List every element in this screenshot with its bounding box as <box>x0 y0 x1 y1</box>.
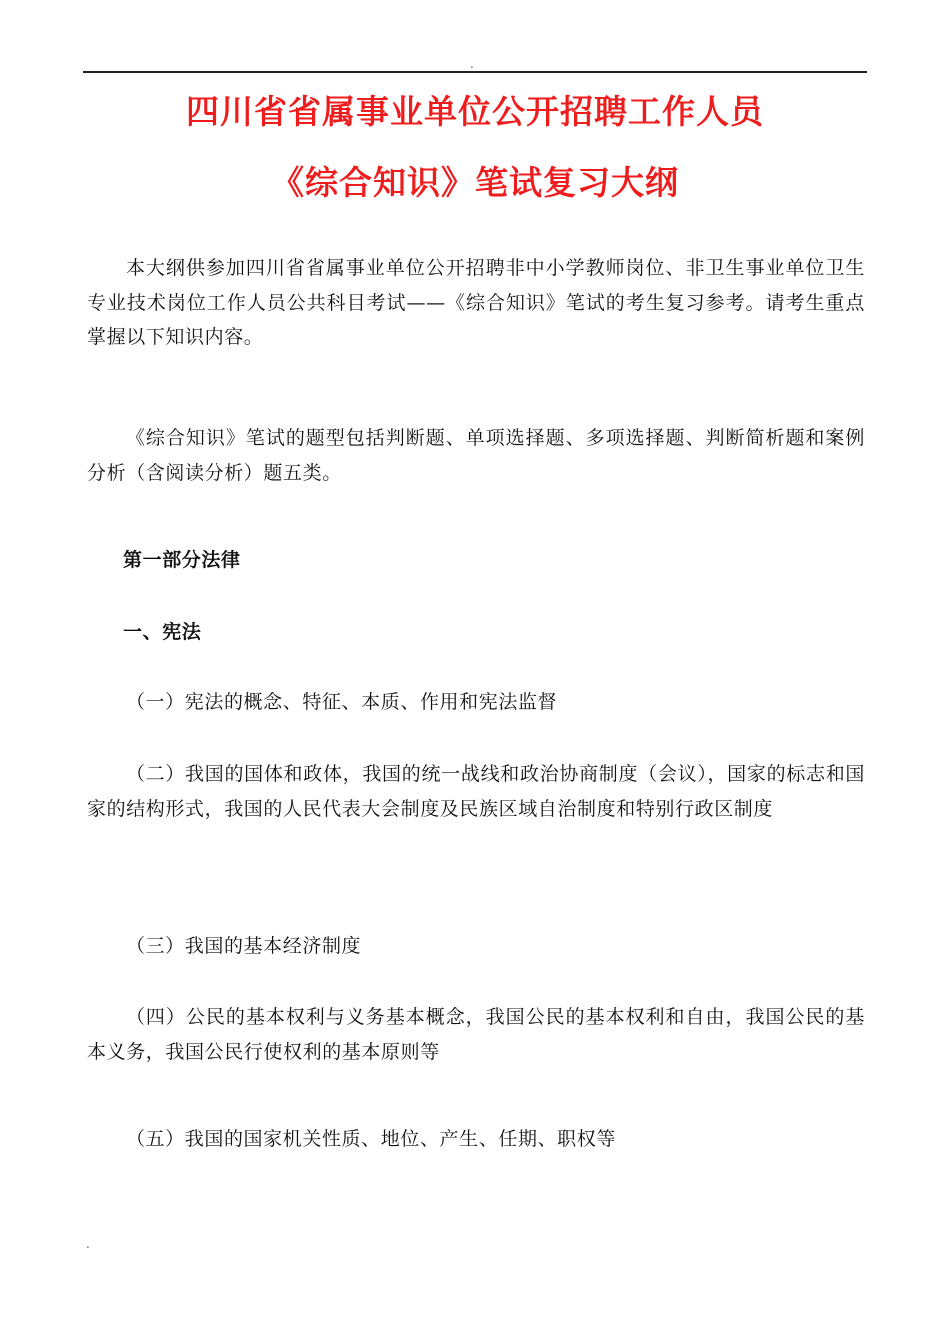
document-title-line-2: 《综合知识》笔试复习大纲 <box>271 163 679 202</box>
header-rule <box>83 71 867 73</box>
outline-item-1: （一）宪法的概念、特征、本质、作用和宪法监督 <box>125 691 558 713</box>
footer-dot: . <box>86 1237 90 1251</box>
outline-item-2: （二）我国的国体和政体，我国的统一战线和政治协商制度（会议），国家的标志和国家的结构形式，我国的人民代表大会制度及民族区域自治制度和特别行政区制度 <box>87 763 865 820</box>
section-heading: 一、宪法 <box>123 621 202 643</box>
intro-paragraph-1: 本大纲供参加四川省省属事业单位公开招聘非中小学教师岗位、非卫生事业单位卫生专业技术岗位工作人员公共科目考试——《综合知识》笔试的考生复习参考。请考生重点掌握以下知识内容。 <box>87 257 865 348</box>
document-title-line-1: 四川省省属事业单位公开招聘工作人员 <box>186 92 764 131</box>
outline-item-3: （三）我国的基本经济制度 <box>125 935 362 957</box>
outline-item-5: （五）我国的国家机关性质、地位、产生、任期、职权等 <box>125 1128 616 1150</box>
intro-paragraph-2: 《综合知识》笔试的题型包括判断题、单项选择题、多项选择题、判断简析题和案例分析（含阅读分析）题五类。 <box>87 427 865 484</box>
header-dot: . <box>470 57 474 71</box>
outline-item-4: （四）公民的基本权利与义务基本概念，我国公民的基本权利和自由，我国公民的基本义务，我国公民行使权利的基本原则等 <box>87 1006 865 1063</box>
part-heading: 第一部分法律 <box>123 549 241 571</box>
